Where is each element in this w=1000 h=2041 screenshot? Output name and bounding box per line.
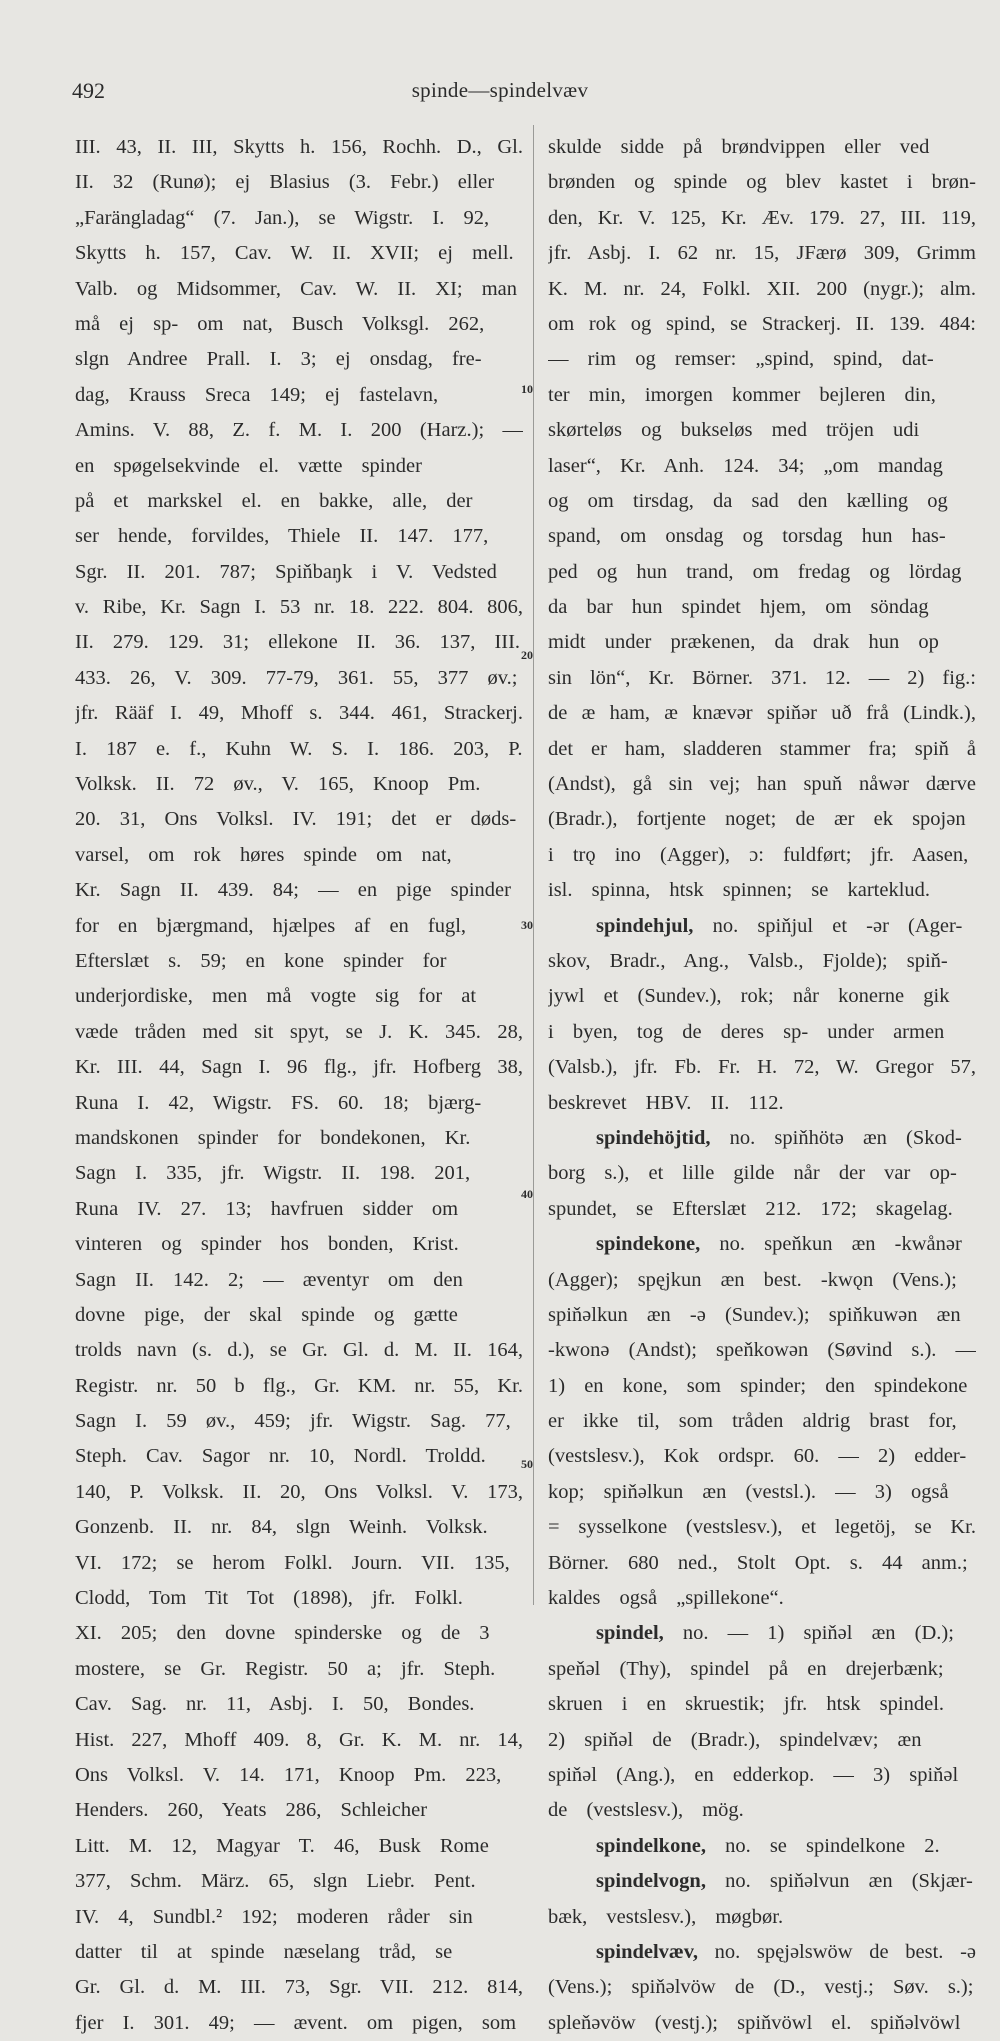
text-line: 377, Schm. März. 65, slgn Liebr. Pent. [75, 1870, 476, 1893]
text-line: ser hende, forvildes, Thiele II. 147. 177, [75, 525, 489, 548]
text-line: spiňəlkun æn -ə (Sundev.); spiňkuwən æn [548, 1303, 961, 1326]
text-line: (Agger); spęjkun æn best. -kwǫn (Vens.); [548, 1268, 957, 1291]
text-line: 433. 26, V. 309. 77-79, 361. 55, 377 øv.; [75, 666, 518, 689]
text-line: Steph. Cav. Sagor nr. 10, Nordl. Troldd. [75, 1445, 486, 1468]
page-header [0, 78, 1000, 108]
text-line: Sagn II. 142. 2; — æventyr om den [75, 1268, 463, 1291]
text-line: skørteløs og bukseløs med tröjen udi [548, 419, 920, 442]
text-line: — rim og remser: „spind, spind, dat- [548, 348, 934, 371]
text-line: mostere, se Gr. Registr. 50 a; jfr. Steph. [75, 1657, 496, 1680]
headword: spindekone, [596, 1233, 701, 1256]
text-line: på et markskel el. en bakke, alle, der [75, 489, 473, 512]
text-line: slgn Andree Prall. I. 3; ej onsdag, fre- [75, 348, 482, 371]
text-line: trolds navn (s. d.), se Gr. Gl. d. M. II. 164, [75, 1339, 523, 1362]
text-line: sin lön“, Kr. Börner. 371. 12. — 2) fig.: [548, 666, 976, 689]
entry-line: spindelvæv, no. spęjəlswöw de best. -ə [596, 1940, 976, 1963]
text-line: II. 32 (Runø); ej Blasius (3. Febr.) eller [75, 171, 495, 194]
text-line: Sagn I. 335, jfr. Wigstr. II. 198. 201, [75, 1162, 471, 1185]
text-line: kop; spiňəlkun æn (vestsl.). — 3) også [548, 1480, 949, 1503]
headword: spindehjul, [596, 914, 694, 937]
text-line: XI. 205; den dovne spinderske og de 3 [75, 1622, 490, 1645]
entry-line: spindehjul, no. spiňjul et -ər (Ager- [596, 914, 963, 937]
line-number-marker: 10 [521, 382, 533, 396]
text-line: isl. spinna, htsk spinnen; se karteklud. [548, 879, 931, 902]
text-line: Cav. Sag. nr. 11, Asbj. I. 50, Bondes. [75, 1693, 475, 1716]
text-line: Kr. Sagn II. 439. 84; — en pige spinder [75, 879, 511, 902]
text-line: (Vens.); spiňəlvöw de (D., vestj.; Søv. s.); [548, 1976, 974, 1999]
text-line: II. 279. 129. 31; ellekone II. 36. 137, III. [75, 631, 521, 654]
text-line: v. Ribe, Kr. Sagn I. 53 nr. 18. 222. 804. 806, [75, 596, 523, 619]
text-line: datter til at spinde næselang tråd, se [75, 1940, 453, 1963]
text-line: fjer I. 301. 49; — ævent. om pigen, som [75, 2011, 517, 2034]
running-title: spinde—spindelvæv [411, 78, 589, 102]
text-line: Runa IV. 27. 13; havfruen sidder om [75, 1197, 459, 1220]
text-line: speňəl (Thy), spindel på en drejerbænk; [548, 1657, 944, 1680]
line-number-marker: 40 [521, 1187, 533, 1201]
text-line: skulde sidde på brøndvippen eller ved [548, 136, 930, 158]
headword: spindelvogn, [596, 1870, 706, 1893]
text-line: Valb. og Midsommer, Cav. W. II. XI; man [75, 277, 518, 300]
text-line: spiňəl (Ang.), en edderkop. — 3) spiňəl [548, 1763, 959, 1786]
text-line: Efterslæt s. 59; en kone spinder for [75, 949, 447, 972]
text-line: -kwonə (Andst); speňkowən (Søvind s.). — [548, 1339, 976, 1362]
text-line: kaldes også „spillekone“. [548, 1587, 784, 1610]
text-line: spleňəvöw (vestj.); spiňvöwl el. spiňəlvöwl [548, 2011, 961, 2034]
text-line: III. 43, II. III, Skytts h. 156, Rochh. D., Gl. [75, 136, 523, 158]
text-line: (Andst), gå sin vej; han spuň nåwər dærve [548, 773, 976, 796]
entry-line: spindelvogn, no. spiňəlvun æn (Skjær- [596, 1870, 973, 1893]
text-line: K. M. nr. 24, Folkl. XII. 200 (nygr.); alm. [548, 277, 976, 300]
text-line: laser“, Kr. Anh. 124. 34; „om mandag [548, 454, 943, 477]
entry-line: spindehöjtid, no. spiňhötə æn (Skod- [596, 1126, 962, 1149]
text-line: i byen, tog de deres sp- under armen [548, 1020, 945, 1043]
headword: spindelkone, [596, 1834, 706, 1857]
text-line: „Farängladag“ (7. Jan.), se Wigstr. I. 92, [75, 206, 490, 229]
text-line: midt under prækenen, da drak hun op [548, 631, 939, 654]
text-line: er ikke til, som tråden aldrig brast for, [548, 1410, 957, 1433]
entry-line: spindelkone, no. se spindelkone 2. [596, 1834, 940, 1857]
text-line: for en bjærgmand, hjælpes af en fugl, [75, 914, 467, 937]
entry-line: spindekone, no. speňkun æn -kwånər [596, 1233, 962, 1256]
text-line: vinteren og spinder hos bonden, Krist. [75, 1233, 459, 1256]
text-line: Skytts h. 157, Cav. W. II. XVII; ej mell. [75, 242, 514, 265]
text-line: Gr. Gl. d. M. III. 73, Sgr. VII. 212. 814, [75, 1976, 523, 1999]
text-line: Clodd, Tom Tit Tot (1898), jfr. Folkl. [75, 1587, 463, 1610]
text-line: spundet, se Efterslæt 212. 172; skagelag. [548, 1197, 953, 1220]
text-line: 2) spiňəl de (Bradr.), spindelvæv; æn [548, 1728, 922, 1751]
text-line: VI. 172; se herom Folkl. Journ. VII. 135, [75, 1551, 510, 1574]
text-line: i trǫ ino (Agger), ɔ: fuldført; jfr. Aasen, [548, 843, 969, 866]
text-line: Kr. III. 44, Sagn I. 96 flg., jfr. Hofberg 38, [75, 1056, 523, 1079]
text-line: varsel, om rok høres spinde om nat, [75, 843, 452, 866]
text-line: Amins. V. 88, Z. f. M. I. 200 (Harz.); — [75, 419, 523, 442]
text-line: Gonzenb. II. nr. 84, slgn Weinh. Volksk. [75, 1516, 488, 1539]
text-line: Hist. 227, Mhoff 409. 8, Gr. K. M. nr. 14, [75, 1728, 523, 1751]
text-line: underjordiske, men må vogte sig for at [75, 985, 477, 1008]
text-line: Sagn I. 59 øv., 459; jfr. Wigstr. Sag. 77, [75, 1410, 511, 1433]
text-line: skov, Bradr., Ang., Valsb., Fjolde); spiň- [548, 949, 948, 972]
text-line: beskrevet HBV. II. 112. [548, 1091, 784, 1114]
text-line: en spøgelsekvinde el. vætte spinder [75, 454, 422, 477]
text-line: skruen i en skruestik; jfr. htsk spindel. [548, 1693, 945, 1716]
text-line: IV. 4, Sundbl.² 192; moderen råder sin [75, 1905, 473, 1928]
text-line: Registr. nr. 50 b flg., Gr. KM. nr. 55, Kr. [75, 1374, 523, 1397]
text-line: jfr. Rääf I. 49, Mhoff s. 344. 461, Strackerj. [75, 702, 523, 725]
text-line: da bar hun spindet hjem, om söndag [548, 596, 929, 619]
text-line: 140, P. Volksk. II. 20, Ons Volksl. V. 173, [75, 1480, 523, 1503]
text-line: om rok og spind, se Strackerj. II. 139. 484: [548, 312, 976, 335]
text-line: bæk, vestslesv.), møgbør. [548, 1905, 784, 1928]
column-divider [533, 125, 534, 1605]
text-line: 20. 31, Ons Volksl. IV. 191; det er døds- [75, 808, 517, 831]
text-line: de æ ham, æ knævər spiňər uð frå (Lindk.), [548, 702, 976, 725]
text-line: Litt. M. 12, Magyar T. 46, Busk Rome [75, 1834, 489, 1857]
headword: spindel, [596, 1622, 664, 1645]
entry-line: spindel, no. — 1) spiňəl æn (D.); [596, 1622, 954, 1645]
text-line: (Valsb.), jfr. Fb. Fr. H. 72, W. Gregor 57, [548, 1056, 976, 1079]
text-line: mandskonen spinder for bondekonen, Kr. [75, 1126, 471, 1149]
line-number-marker: 20 [521, 648, 533, 662]
text-line: jfr. Asbj. I. 62 nr. 15, JFærø 309, Grimm [548, 242, 976, 265]
text-line: det er ham, sladderen stammer fra; spiň å [548, 737, 976, 760]
text-line: ter min, imorgen kommer bejleren din, [548, 383, 936, 406]
right-column [548, 130, 976, 2041]
text-line: = sysselkone (vestslesv.), et legetöj, se Kr. [548, 1516, 976, 1539]
text-line: må ej sp- om nat, Busch Volksgl. 262, [75, 312, 485, 335]
text-line: brønden og spinde og blev kastet i brøn- [548, 171, 976, 194]
text-line: Sgr. II. 201. 787; Spiňbaŋk i V. Vedsted [75, 560, 497, 583]
text-line: Henders. 260, Yeats 286, Schleicher [75, 1799, 428, 1822]
text-line: (Bradr.), fortjente noget; de ær ek spojən [548, 808, 966, 831]
text-line: I. 187 e. f., Kuhn W. S. I. 186. 203, P. [75, 737, 523, 760]
line-number-marker: 30 [521, 918, 533, 932]
text-line: dovne pige, der skal spinde og gætte [75, 1303, 458, 1326]
text-line: dag, Krauss Sreca 149; ej fastelavn, [75, 383, 439, 406]
text-line: væde tråden med sit spyt, se J. K. 345. 28, [75, 1020, 523, 1043]
text-line: jywl et (Sundev.), rok; når konerne gik [548, 985, 950, 1008]
text-line: Ons Volksl. V. 14. 171, Knoop Pm. 223, [75, 1763, 502, 1786]
line-number-marker: 50 [521, 1457, 533, 1471]
text-line: borg s.), et lille gilde når der var op- [548, 1162, 957, 1185]
text-line: 1) en kone, som spinder; den spindekone [548, 1374, 968, 1397]
text-line: de (vestslesv.), mög. [548, 1799, 744, 1822]
text-line: ped og hun trand, om fredag og lördag [548, 560, 962, 583]
text-line: spand, om onsdag og torsdag hun has- [548, 525, 946, 548]
headword: spindelvæv, [596, 1940, 698, 1963]
text-line: Volksk. II. 72 øv., V. 165, Knoop Pm. [75, 773, 481, 796]
text-line: den, Kr. V. 125, Kr. Æv. 179. 27, III. 119, [548, 206, 976, 229]
text-line: (vestslesv.), Kok ordspr. 60. — 2) edder- [548, 1445, 967, 1468]
page-number: 492 [72, 78, 105, 103]
text-line: og om tirsdag, da sad den kælling og [548, 489, 948, 512]
text-line: Börner. 680 ned., Stolt Opt. s. 44 anm.; [548, 1551, 968, 1574]
left-column [75, 130, 523, 2041]
headword: spindehöjtid, [596, 1126, 711, 1149]
text-line: Runa I. 42, Wigstr. FS. 60. 18; bjærg- [75, 1091, 482, 1114]
